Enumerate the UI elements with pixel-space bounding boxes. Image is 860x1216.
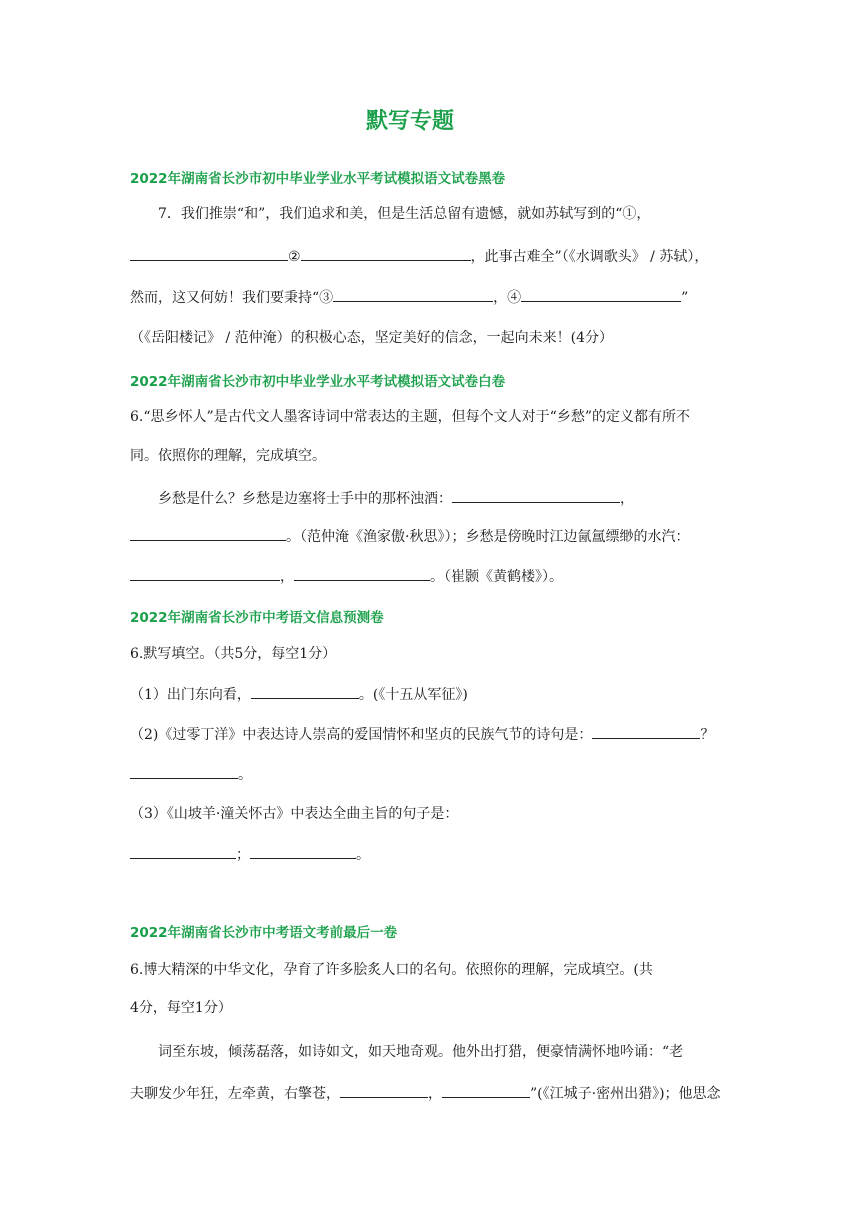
question-line: （1）出门东向看， 。(《十五从军征》) [130, 684, 468, 705]
question-line: 词至东坡，倾荡磊落，如诗如文，如天地奇观。他外出打猎，便豪情满怀地吟诵：“老 [158, 1044, 684, 1060]
section-heading-2: 2022年湖南省长沙市初中毕业学业水平考试模拟语文试卷白卷 [130, 374, 506, 390]
answer-blank[interactable] [250, 844, 356, 859]
section-heading-3: 2022年湖南省长沙市中考语文信息预测卷 [130, 610, 384, 626]
question-line: ② ，此事古难全”（《水调歌头》 / 苏轼）， [130, 246, 708, 267]
question-line: 4分，每空1分） [130, 1000, 232, 1016]
question-line: 乡愁是什么？乡愁是边塞将士手中的那杯浊酒： ， [158, 488, 634, 509]
answer-blank[interactable] [301, 246, 471, 261]
answer-blank[interactable] [130, 844, 236, 859]
question-line: 。 [130, 764, 252, 785]
answer-blank[interactable] [340, 1083, 428, 1098]
answer-blank[interactable] [592, 724, 700, 739]
answer-blank[interactable] [130, 526, 286, 541]
question-line: （2)《过零丁洋》中表达诗人崇高的爱国情怀和坚贞的民族气节的诗句是： ？ [130, 724, 714, 745]
question-line: （3）《山坡羊·潼关怀古》中表达全曲主旨的句子是： [130, 806, 459, 822]
answer-blank[interactable] [452, 488, 620, 503]
question-line: 。（范仲淹《渔家傲·秋思》）；乡愁是傍晚时江边氤氲缥缈的水汽： [130, 526, 689, 547]
question-line: 7．我们推崇“和”，我们追求和美，但是生活总留有遗憾，就如苏轼写到的“①， [158, 206, 651, 222]
question-line: 6.博大精深的中华文化，孕育了许多脍炙人口的名句。依照你的理解，完成填空。(共 [130, 962, 653, 978]
question-line: 然而，这又何妨！我们要秉持“③ ，④ ” [130, 287, 688, 308]
answer-blank[interactable] [251, 684, 359, 699]
answer-blank[interactable] [442, 1083, 530, 1098]
answer-blank[interactable] [333, 287, 493, 302]
question-line: ； 。 [130, 844, 370, 865]
question-line: ， 。（崔颢《黄鹤楼》）。 [130, 566, 563, 587]
answer-blank[interactable] [521, 287, 681, 302]
question-line: （《岳阳楼记》 / 范仲淹）的积极心态，坚定美好的信念，一起向未来！(4分） [130, 330, 613, 346]
answer-blank[interactable] [130, 764, 238, 779]
page-title: 默写专题 [365, 109, 454, 134]
answer-blank[interactable] [294, 566, 430, 581]
question-line: 6.“思乡怀人”是古代文人墨客诗词中常表达的主题，但每个文人对于“乡愁”的定义都有所不 [130, 409, 690, 425]
question-line: 夫聊发少年狂，左牵黄，右擎苍， ， ”(《江城子·密州出猎》)；他思念 [130, 1083, 721, 1104]
section-heading-1: 2022年湖南省长沙市初中毕业学业水平考试模拟语文试卷黑卷 [130, 171, 506, 187]
question-line: 6.默写填空。（共5分，每空1分） [130, 646, 337, 662]
answer-blank[interactable] [130, 566, 280, 581]
answer-blank[interactable] [130, 246, 288, 261]
question-line: 同。依照你的理解，完成填空。 [130, 448, 326, 464]
section-heading-4: 2022年湖南省长沙市中考语文考前最后一卷 [130, 925, 398, 941]
